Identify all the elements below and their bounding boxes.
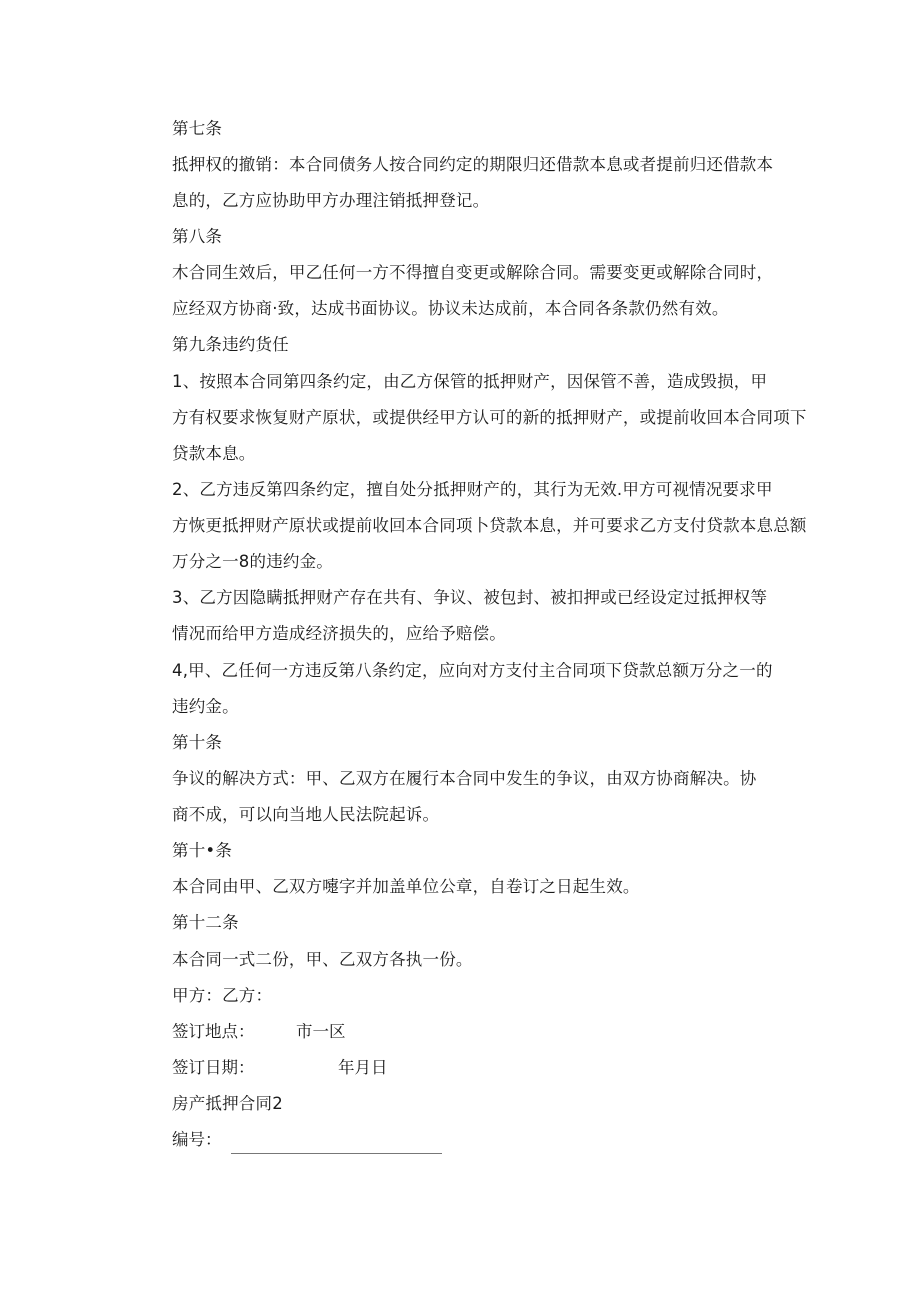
contract-number-label: 编号：: [172, 1130, 222, 1149]
article-9-item-1-line-2: 方有权要求恢复财产原状，或提供经甲方认可的新的抵押财产，或提前收回本合同项下: [172, 408, 807, 427]
article-11-line-1: 本合同由甲、乙双方嚏字并加盖单位公章，自卷订之日起生效。: [172, 877, 640, 896]
article-10-line-1: 争议的解决方式：甲、乙双方在履行本合同中发生的争议，由双方协商解决。协: [172, 769, 757, 788]
signature-parties: 甲方：乙方：: [172, 986, 273, 1005]
article-9-item-2-line-2: 方恢更抵押财产原状或提前收回本合同项卜贷款本息，并可要求乙方支付贷款本息总额: [172, 516, 807, 535]
article-8-line-2: 应经双方协商·致，达成书面协议。协议未达成前，本合同各条款仍然有效。: [172, 299, 729, 318]
article-9-item-2-line-1: 2、乙方违反第四条约定，擅自处分抵押财产的，其行为无效.甲方可视情况要求甲: [172, 480, 773, 499]
signing-date-label: 签订日期：: [172, 1058, 255, 1077]
article-8-line-1: 木合同生效后，甲乙任何一方不得擅自变更或解除合同。需要变更或解除合同时，: [172, 263, 774, 282]
article-12-title: 第十二条: [172, 913, 239, 932]
contract-number-field[interactable]: [231, 1153, 442, 1154]
article-7-title: 第七条: [172, 119, 223, 138]
article-9-item-4-line-1: 4,甲、乙任何一方违反第八条约定，应向对方支付主合同项下贷款总额万分之一的: [172, 661, 773, 680]
next-contract-title: 房产抵押合同2: [172, 1094, 283, 1113]
signing-place-label: 签订地点：: [172, 1022, 255, 1041]
article-7-line-2: 息的，乙方应协助甲方办理注销抵押登记。: [172, 191, 490, 210]
article-10-line-2: 商不成，可以向当地人民法院起诉。: [172, 805, 440, 824]
article-9-item-1-line-3: 贷款本息。: [172, 444, 256, 463]
article-10-title: 第十条: [172, 733, 223, 752]
article-9-item-3-line-1: 3、乙方因隐瞒抵押财产存在共有、争议、被包封、被扣押或已经设定过抵押权等: [172, 588, 768, 607]
article-9-item-3-line-2: 情况而给甲方造成经济损失的，应给予赔偿。: [172, 624, 506, 643]
article-9-item-2-line-3: 万分之一8的违约金。: [172, 552, 333, 571]
article-12-line-1: 本合同一式二份，甲、乙双方各执一份。: [172, 950, 473, 969]
signing-date-value: 年月日: [338, 1058, 388, 1077]
signing-place-value: 市一区: [296, 1022, 346, 1041]
article-9-item-1-line-1: 1、按照本合同第四条约定，由乙方保管的抵押财产，因保管不善，造成毁损，甲: [172, 372, 768, 391]
article-11-title: 第十•条: [172, 841, 233, 860]
article-7-line-1: 抵押权的撤销：本合同债务人按合同约定的期限归还借款本息或者提前归还借款本: [172, 155, 774, 174]
article-9-item-4-line-2: 违约金。: [172, 697, 239, 716]
article-9-title: 第九条违约货任: [172, 335, 289, 354]
article-8-title: 第八条: [172, 227, 223, 246]
